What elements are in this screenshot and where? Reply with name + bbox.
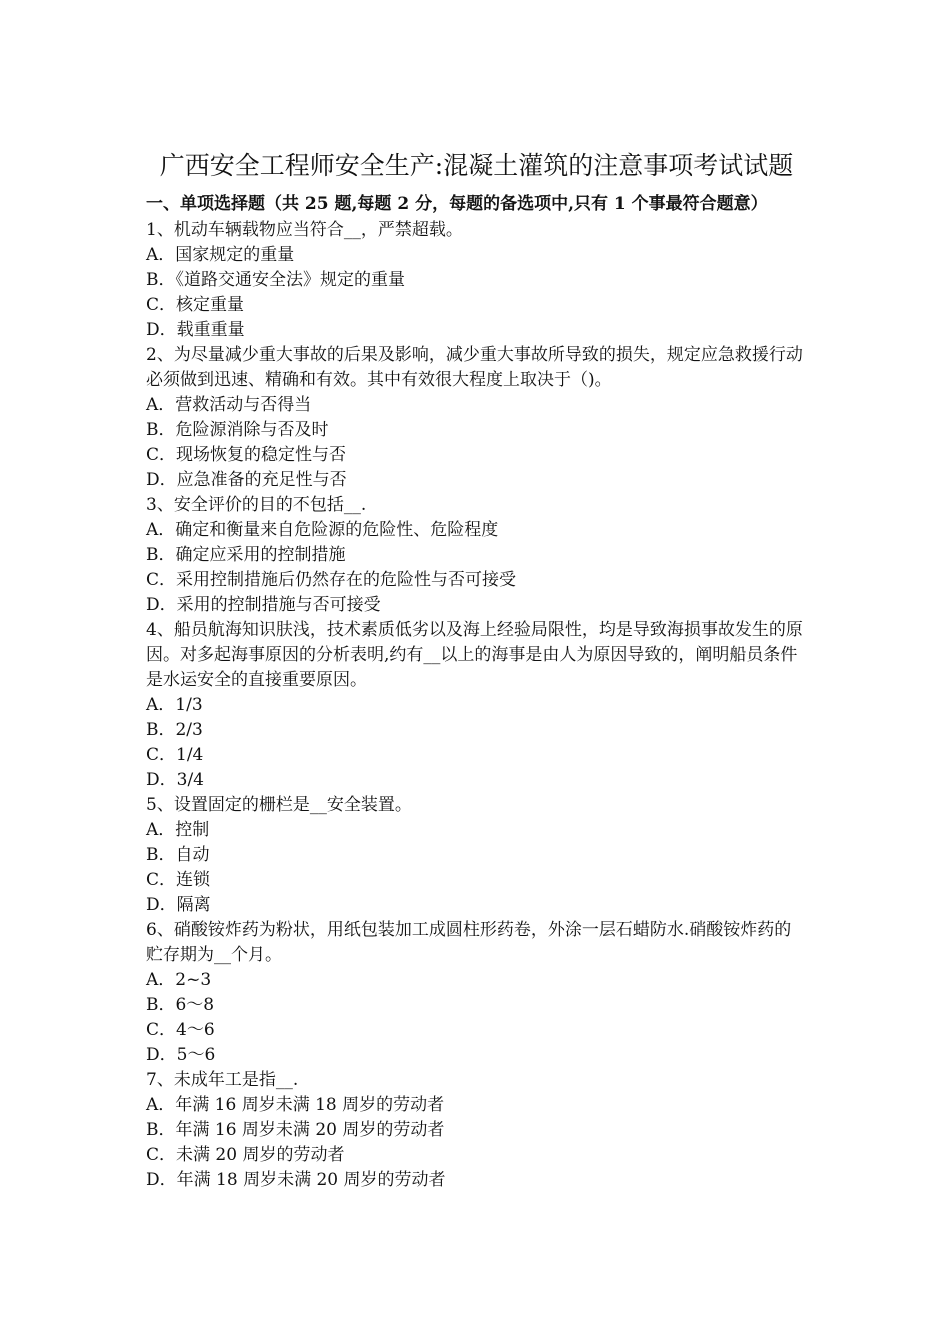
option-b: B．2/3	[146, 720, 203, 740]
option-d: D．3/4	[146, 770, 204, 790]
option-a: A．营救活动与否得当	[146, 395, 312, 415]
question-stem: 2、为尽量减少重大事故的后果及影响，减少重大事故所导致的损失，规定应急救援行动必须做到迅速、精确和有效。其中有效很大程度上取决于（)。	[146, 345, 803, 390]
question-stem: 4、船员航海知识肤浅，技术素质低劣以及海上经验局限性，均是导致海损事故发生的原因。对多起海事原因的分析表明,约有__以上的海事是由人为原因导致的，阐明船员条件是水运安全的直接重要原因。	[146, 620, 803, 690]
option-a: A．2~3	[146, 970, 212, 990]
option-c: C．1/4	[146, 745, 204, 765]
section-heading: 一、单项选择题（共 25 题,每题 2 分，每题的备选项中,只有 1 个事最符合题意）	[146, 194, 768, 214]
question-1	[146, 218, 807, 343]
option-b: B．6～8	[146, 995, 215, 1015]
option-c: C．未满 20 周岁的劳动者	[146, 1145, 345, 1165]
question-3	[146, 493, 807, 618]
option-d: D．采用的控制措施与否可接受	[146, 595, 381, 615]
option-a: A．控制	[146, 820, 210, 840]
option-b: B．《道路交通安全法》规定的重量	[146, 270, 405, 290]
option-a: A．年满 16 周岁未满 18 周岁的劳动者	[146, 1095, 445, 1115]
option-a: A．1/3	[146, 695, 203, 715]
option-d: D．隔离	[146, 895, 211, 915]
question-4	[146, 618, 807, 793]
option-a: A．国家规定的重量	[146, 245, 295, 265]
question-2	[146, 343, 807, 493]
question-stem: 7、未成年工是指__.	[146, 1070, 299, 1090]
option-d: D．载重重量	[146, 320, 245, 340]
question-stem: 3、安全评价的目的不包括__.	[146, 495, 367, 515]
option-c: C．4～6	[146, 1020, 215, 1040]
question-6	[146, 918, 807, 1068]
option-d: D．应急准备的充足性与否	[146, 470, 347, 490]
option-b: B．确定应采用的控制措施	[146, 545, 346, 565]
option-d: D．年满 18 周岁未满 20 周岁的劳动者	[146, 1170, 446, 1190]
question-stem: 6、硝酸铵炸药为粉状，用纸包装加工成圆柱形药卷，外涂一层石蜡防水.硝酸铵炸药的贮存期为__个月。	[146, 920, 792, 965]
option-c: C．连锁	[146, 870, 211, 890]
option-a: A．确定和衡量来自危险源的危险性、危险程度	[146, 520, 499, 540]
document-title: 广西安全工程师安全生产:混凝土灌筑的注意事项考试试题	[159, 151, 794, 180]
option-b: B．危险源消除与否及时	[146, 420, 329, 440]
option-d: D．5～6	[146, 1045, 216, 1065]
option-b: B．自动	[146, 845, 210, 865]
question-5	[146, 793, 807, 918]
question-stem: 1、机动车辆载物应当符合__，严禁超载。	[146, 220, 463, 240]
option-c: C．采用控制措施后仍然存在的危险性与否可接受	[146, 570, 517, 590]
question-stem: 5、设置固定的栅栏是__安全装置。	[146, 795, 412, 815]
question-7	[146, 1068, 807, 1193]
option-c: C．现场恢复的稳定性与否	[146, 445, 347, 465]
option-b: B．年满 16 周岁未满 20 周岁的劳动者	[146, 1120, 445, 1140]
option-c: C．核定重量	[146, 295, 245, 315]
